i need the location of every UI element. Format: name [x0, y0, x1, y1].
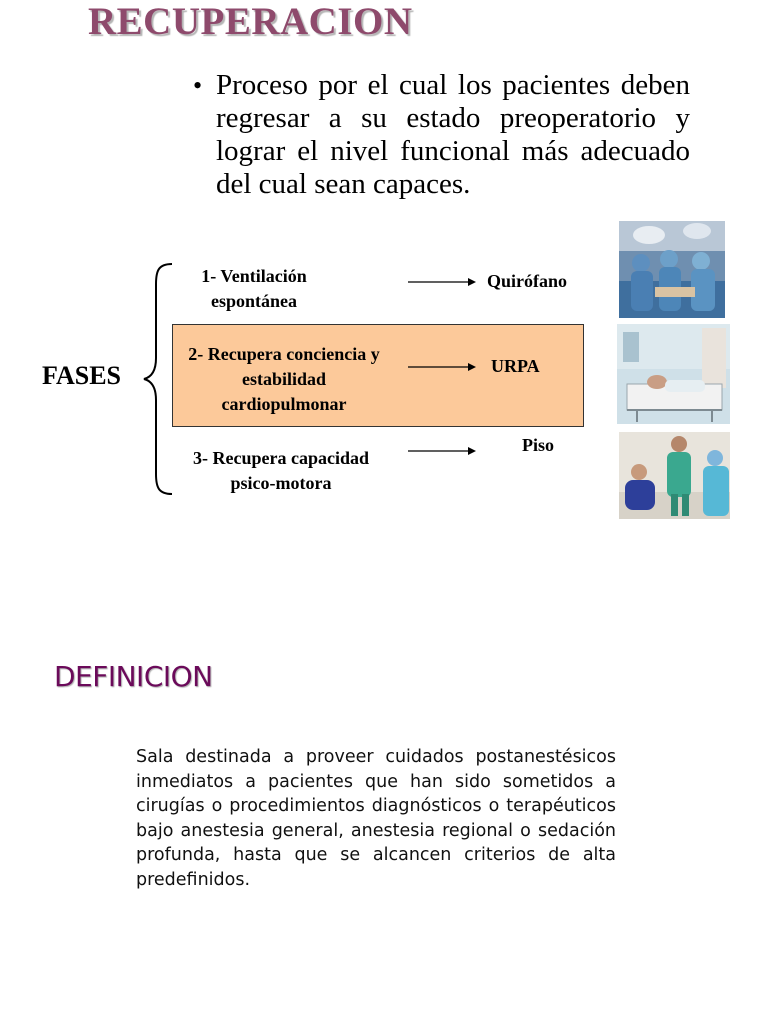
operating-room-photo — [619, 221, 725, 318]
arrow-right-icon — [408, 361, 478, 373]
recovery-room-photo — [617, 324, 730, 424]
phase-1 — [176, 264, 332, 314]
phase-3 — [172, 446, 390, 496]
ward-care-photo — [619, 432, 730, 519]
bullet-text: Proceso por el cual los pacientes deben regresar a su estado preoperatorio y lograr el nivel funcional más adecuado del cual sean capaces. — [216, 69, 690, 200]
phase-1-line1: 1- Ventilación — [201, 266, 307, 286]
phase-1-line2: espontánea — [210, 291, 297, 311]
fases-label: FASES — [42, 361, 121, 390]
phase-2-line3: cardiopulmonar — [221, 394, 347, 414]
phase-3-line1: 3- Recupera capacidad — [193, 448, 369, 468]
arrow-right-icon — [408, 445, 478, 457]
phase-2 — [166, 342, 402, 417]
phase-2-line1: 2- Recupera conciencia y — [188, 344, 380, 364]
place-urpa: URPA — [491, 356, 540, 376]
definition-text: Sala destinada a proveer cuidados postanestésicos inmediatos a pacientes que han sido sometidos a cirugías o procedimientos diagnósticos o terapéuticos bajo anestesia general, anestesia regional o sedación profunda, hasta que se alcancen criterios de alta predefinidos. — [136, 747, 616, 890]
arrow-right-icon — [408, 276, 478, 288]
place-piso: Piso — [522, 435, 555, 455]
phase-2-line2: estabilidad — [241, 369, 327, 389]
place-quirofano: Quirófano — [487, 271, 568, 291]
bullet-symbol: • — [193, 71, 203, 100]
phase-3-line2: psico-motora — [230, 473, 332, 493]
slide-title: RECUPERACION — [88, 0, 413, 43]
definition-title: DEFINICION — [54, 660, 213, 693]
